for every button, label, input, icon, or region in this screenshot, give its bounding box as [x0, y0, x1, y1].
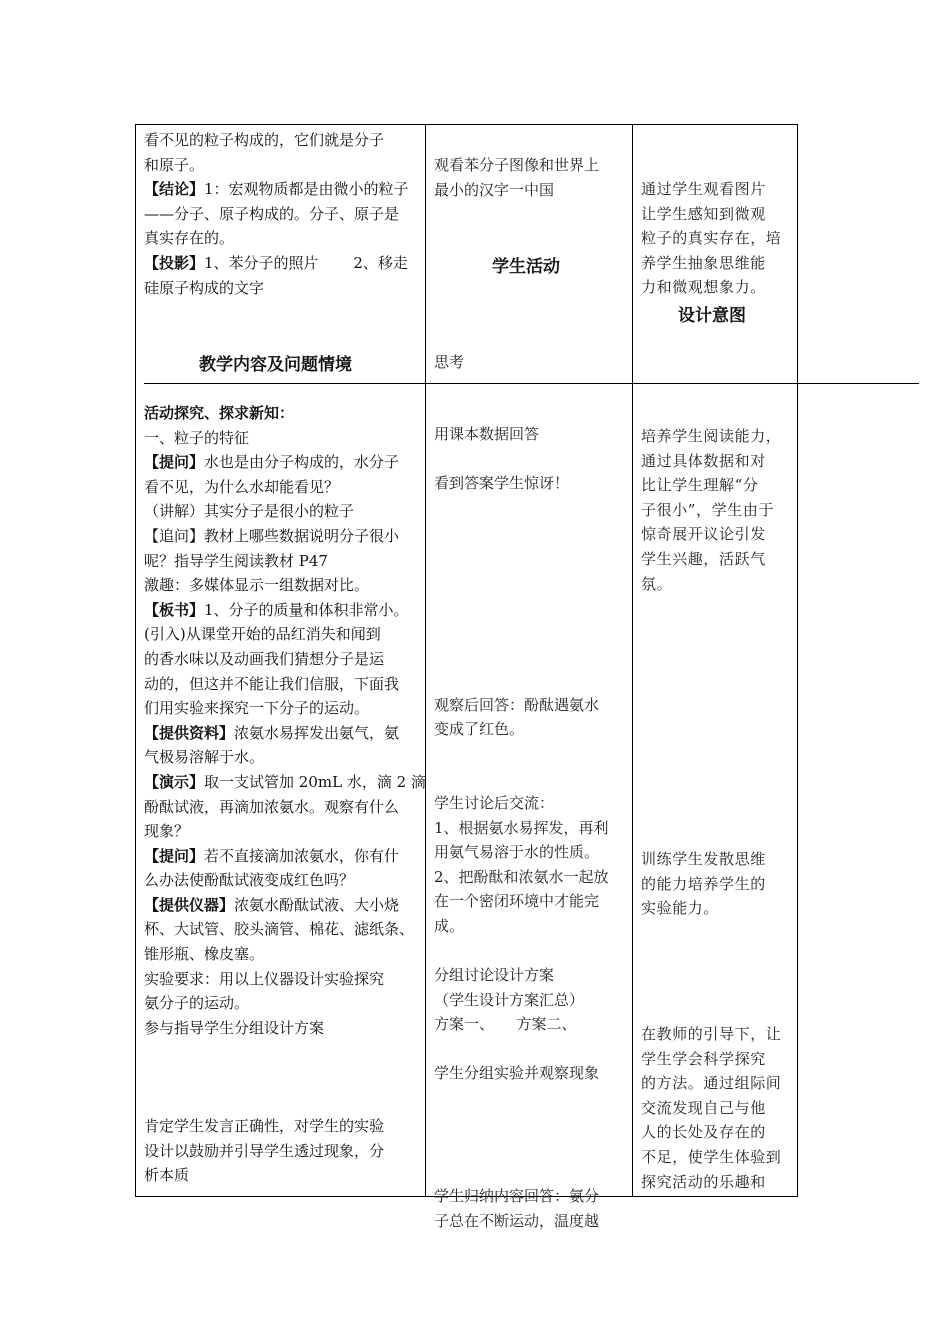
content-line — [144, 647, 426, 672]
table-top-border — [135, 124, 798, 125]
table-left-border — [135, 124, 136, 1197]
column-divider-2 — [632, 124, 633, 1197]
bracket-tag: 【提供仪器】 — [144, 895, 235, 914]
student-line — [434, 668, 609, 693]
intent-reading-cell — [641, 424, 781, 596]
content-line — [144, 991, 426, 1016]
line-text: 酚酞试液，再滴加浓氨水。观察有什么 — [144, 797, 400, 816]
student-line: 2、把酚酞和浓氨水一起放 — [434, 867, 609, 886]
line-text: 一、粒子的特征 — [144, 428, 250, 447]
header-teaching-content: 教学内容及问题情境 — [199, 355, 352, 375]
content-line — [144, 942, 426, 967]
intent-line: 通过具体数据和对 — [641, 451, 766, 470]
line-text: （讲解）其实分子是很小的粒子 — [144, 502, 355, 521]
content-line — [144, 128, 409, 153]
intent-inquiry-cell — [641, 1022, 781, 1194]
line-text: 水也是由分子构成的，水分子 — [204, 453, 400, 472]
student-line — [434, 1111, 609, 1136]
content-line — [144, 1065, 426, 1090]
student-line: 最小的汉字一中国 — [434, 180, 555, 199]
body-student-cell — [434, 422, 609, 1234]
student-line — [434, 520, 609, 545]
content-line — [144, 1016, 426, 1041]
student-line: 观察后回答：酚酞遇氨水 — [434, 695, 600, 714]
content-line — [144, 524, 426, 549]
intent-line: 学生兴趣，活跃气 — [641, 549, 766, 568]
line-text: 看不见的粒子构成的，它们就是分子 — [144, 131, 385, 149]
line-text: 们用实验来探究一下分子的运动。 — [144, 699, 370, 718]
student-line: 成。 — [434, 916, 465, 935]
student-line — [434, 447, 609, 472]
line-text: 硅原子构成的文字 — [144, 278, 265, 297]
intent-line: 人的长处及存在的 — [641, 1123, 766, 1142]
think-label: 思考 — [434, 353, 465, 371]
content-line — [144, 450, 426, 475]
content-line — [144, 573, 426, 598]
content-line — [144, 251, 409, 276]
content-line — [144, 598, 426, 623]
content-line — [144, 696, 426, 721]
student-line: 学生讨论后交流： — [434, 793, 555, 812]
top-content-cell — [144, 128, 409, 300]
student-line — [434, 742, 609, 767]
student-line — [434, 594, 609, 619]
line-text: 实验要求：用以上仪器设计实验探究 — [144, 969, 385, 988]
line-text: 参与指导学生分组设计方案 — [144, 1018, 325, 1037]
line-text: 活动探究、探求新知： — [144, 404, 295, 422]
line-text: 【追问】教材上哪些数据说明分子很小 — [144, 526, 400, 545]
content-line — [144, 622, 426, 647]
content-line — [144, 177, 409, 202]
student-line: 学生分组实验并观察现象 — [434, 1064, 600, 1083]
student-line: 在一个密闭环境中才能完 — [434, 892, 600, 911]
content-line — [144, 795, 426, 820]
intent-line: 不足，使学生体验到 — [641, 1147, 782, 1166]
intent-line: 探究活动的乐趣和 — [641, 1172, 766, 1191]
student-line — [434, 545, 609, 570]
student-line: 子总在不断运动，温度越 — [434, 1212, 600, 1230]
content-line — [144, 1040, 426, 1065]
student-line: 1、根据氨水易挥发，再利 — [434, 818, 609, 837]
intent-line: 实验能力。 — [641, 899, 720, 918]
line-text: 浓氨水酚酞试液、大小烧 — [234, 895, 400, 914]
student-line: 看到答案学生惊讶！ — [434, 474, 570, 493]
content-line — [144, 153, 409, 178]
line-text: 设计以鼓励并引导学生透过现象，分 — [144, 1141, 385, 1160]
student-line — [434, 1086, 609, 1111]
line-text: 锥形瓶、橡皮塞。 — [144, 945, 265, 964]
line-text: 1、分子的质量和体积非常小。 — [204, 600, 409, 619]
bracket-tag: 【结论】 — [144, 180, 205, 199]
student-line: 观看苯分子图像和世界上 — [434, 156, 600, 174]
intent-line: 惊奇展开议论引发 — [641, 525, 766, 544]
content-line — [144, 967, 426, 992]
intent-line: 粒子的真实存在，培 — [641, 229, 782, 248]
line-text: 真实存在的。 — [144, 229, 235, 248]
content-line — [144, 1139, 426, 1164]
intent-line: 养学生抽象思维能 — [641, 253, 766, 272]
line-text: ——分子、原子构成的。分子、原子是 — [144, 204, 400, 223]
content-line — [144, 819, 426, 844]
content-line — [144, 893, 426, 918]
line-text: 取一支试管加 20mL 水，滴 2 滴 — [204, 772, 426, 791]
line-text: 1：宏观物质都是由微小的粒子 — [204, 180, 409, 199]
header-student-activity: 学生活动 — [492, 257, 560, 277]
intent-line: 比让学生理解“分 — [641, 476, 759, 495]
student-line: 方案一、 方案二、 — [434, 1015, 577, 1034]
bracket-tag: 【投影】 — [144, 253, 205, 272]
student-line: 分组讨论设计方案 — [434, 966, 555, 985]
student-line: 用课本数据回答 — [434, 425, 540, 443]
content-line — [144, 475, 426, 500]
intent-line: 在教师的引导下，让 — [641, 1025, 782, 1043]
student-line — [434, 619, 609, 644]
content-line — [144, 276, 409, 301]
intent-thinking-cell — [641, 847, 766, 921]
line-text: 若不直接滴加浓氨水，你有什 — [204, 846, 400, 865]
line-text: 析本质 — [144, 1166, 190, 1185]
student-line — [434, 766, 609, 791]
intent-line: 交流发现自己与他 — [641, 1098, 766, 1117]
student-line — [434, 1037, 609, 1062]
content-line — [144, 917, 426, 942]
line-text: 呢？指导学生阅读教材 P47 — [144, 551, 328, 570]
content-line — [144, 745, 426, 770]
line-text: 氨分子的运动。 — [144, 994, 250, 1013]
top-student-cell — [434, 153, 599, 202]
student-line — [434, 570, 609, 595]
content-line — [144, 721, 426, 746]
content-line — [144, 202, 409, 227]
header-separator-line — [144, 383, 919, 384]
line-text: 气极易溶解于水。 — [144, 748, 265, 767]
line-text: 激趣：多媒体显示一组数据对比。 — [144, 576, 370, 595]
content-line — [144, 426, 426, 451]
line-text: 么办法使酚酞试液变成红色吗？ — [144, 871, 355, 890]
intent-line: 学生学会科学探究 — [641, 1049, 766, 1068]
student-line — [434, 1160, 609, 1185]
top-intent-cell — [641, 177, 781, 300]
line-text: 浓氨水易挥发出氨气，氨 — [234, 723, 400, 742]
student-line: 用氨气易溶于水的性质。 — [434, 843, 600, 862]
intent-line: 训练学生发散思维 — [641, 850, 766, 868]
intent-line: 子很小”，学生由于 — [641, 500, 775, 519]
line-text: 1、苯分子的照片 2、移走 — [204, 253, 408, 272]
content-line — [144, 844, 426, 869]
content-line — [144, 1114, 426, 1139]
line-text: 看不见，为什么水却能看见？ — [144, 477, 340, 496]
content-line — [144, 672, 426, 697]
line-text: (引入)从课堂开始的品红消失和闻到 — [144, 625, 381, 644]
bracket-tag: 【提问】 — [144, 846, 205, 865]
student-line: 变成了红色。 — [434, 720, 525, 739]
content-line — [144, 1163, 426, 1188]
intent-line: 力和微观想象力。 — [641, 278, 766, 297]
line-text: 肯定学生发言正确性，对学生的实验 — [144, 1117, 385, 1136]
content-line — [144, 499, 426, 524]
student-line: （学生设计方案汇总） — [434, 990, 585, 1009]
body-content-cell — [144, 401, 426, 1188]
intent-line: 氛。 — [641, 574, 673, 593]
bracket-tag: 【提问】 — [144, 453, 205, 472]
content-line — [144, 770, 426, 795]
student-line — [434, 938, 609, 963]
content-line — [144, 868, 426, 893]
intent-line: 通过学生观看图片 — [641, 180, 766, 198]
student-line — [434, 496, 609, 521]
line-text: 动的，但这并不能让我们信服，下面我 — [144, 674, 400, 693]
student-line — [434, 643, 609, 668]
student-line — [434, 1135, 609, 1160]
table-right-border — [797, 124, 798, 1197]
content-line — [144, 401, 426, 426]
bracket-tag: 【提供资料】 — [144, 723, 235, 742]
bracket-tag: 【板书】 — [144, 600, 205, 619]
content-line — [144, 549, 426, 574]
line-text: 的香水味以及动画我们猜想分子是运 — [144, 649, 385, 668]
intent-line: 的能力培养学生的 — [641, 874, 766, 893]
bracket-tag: 【演示】 — [144, 772, 205, 791]
content-line — [144, 226, 409, 251]
content-line — [144, 1090, 426, 1115]
student-line: 学生归纳内容回答：氨分 — [434, 1187, 600, 1206]
header-design-intent: 设计意图 — [678, 306, 746, 326]
line-text: 和原子。 — [144, 155, 205, 174]
intent-line: 让学生感知到微观 — [641, 204, 766, 223]
line-text: 现象？ — [144, 822, 190, 841]
line-text: 杯、大试管、胶头滴管、棉花、滤纸条、 — [144, 920, 415, 939]
intent-line: 培养学生阅读能力， — [641, 427, 782, 445]
intent-line: 的方法。通过组际间 — [641, 1074, 782, 1093]
